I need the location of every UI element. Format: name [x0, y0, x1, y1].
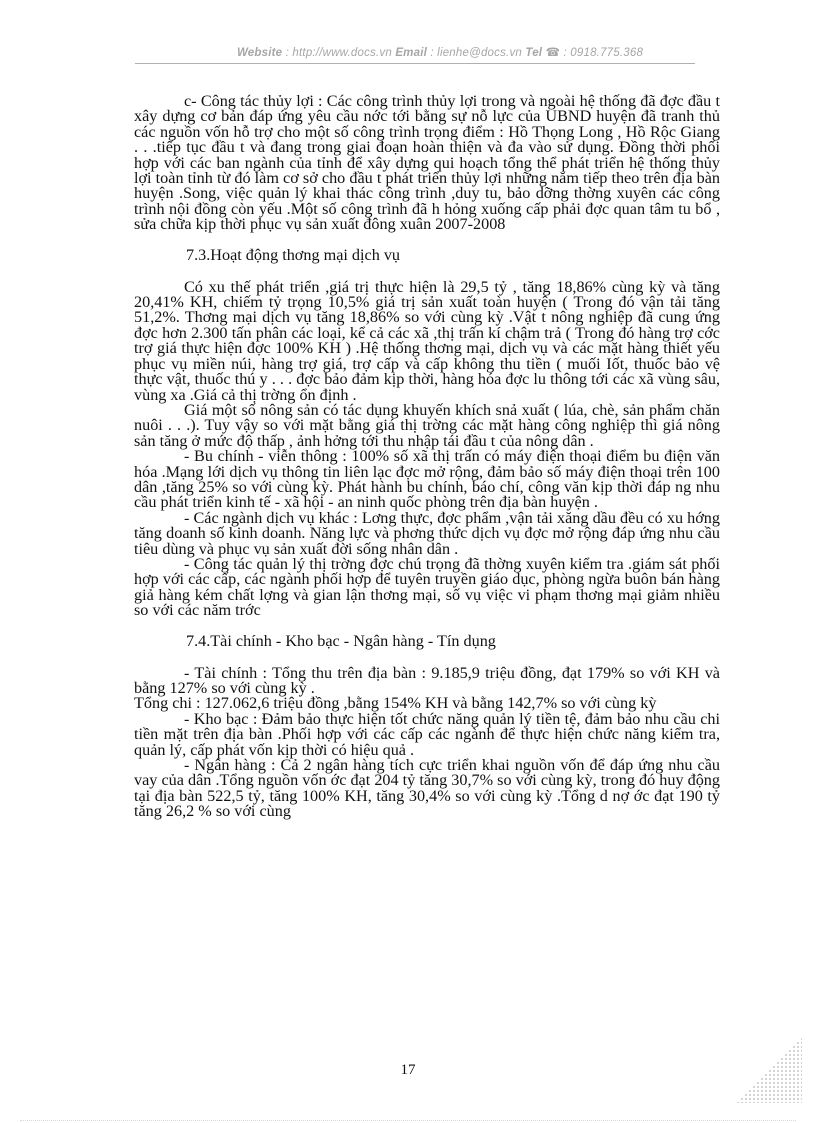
- paragraph-tong-chi: Tổng chi : 127.062,6 triệu đồng ,bằng 154% KH và bằng 142,7% so với cùng kỳ: [134, 694, 657, 713]
- paragraph-quan-ly-thi-truong: - Công tác quản lý thị trờng đợc chú trọng đã thờng xuyên kiểm tra .giám sát phối hợp với các cấp, các ngành phối hợp để tuyên truyền giáo dục, phòng ngừa buôn bán hàng giả hàng kém chất lợng và gian lận thơng mại, số vụ việc vi phạm thơng mại giảm nhiều so với các năm trớc: [134, 554, 720, 620]
- paragraph-buu-chinh: - Bu chính - viễn thông : 100% số xã thị trấn có máy điện thoại điểm bu điện văn hóa .Mạng lới dịch vụ thông tin liên lạc đợc mở rộng, đảm bảo số máy điện thoại trên 100 dân ,tăng 25% so với cùng kỳ. Phát hành bu chính, báo chí, công văn kịp thời đáp ng nhu cầu phát triển kinh tế - xã hội - an ninh quốc phòng trên địa bàn huyện .: [134, 447, 720, 512]
- paragraph-gia-nong-san: Giá một số nông sản có tác dụng khuyến khích snả xuất ( lúa, chè, sản phẩm chăn nuôi . . .). Tuy vậy so với mặt bằng giá thị trờng các mặt hàng công nghiệp thì giá nông sản tăng ở mức độ thấp , ảnh hởng tới thu nhập tái đầu t của nông dân .: [134, 400, 720, 450]
- tel-label: Tel: [525, 47, 543, 59]
- document-body: [134, 94, 720, 820]
- tel-value: ☎ : 0918.775.368: [542, 47, 644, 59]
- paragraph-kho-bac: - Kho bạc : Đảm bảo thực hiện tốt chức năng quản lý tiền tệ, đảm bảo nhu cầu chi tiền mặt trên địa bàn .Phối hợp với các cấp các ngành để thực hiện chức năng kiểm tra, quản lý, cấp phát vốn kịp thời có hiệu quả .: [134, 709, 720, 759]
- paragraph-dich-vu-khac: - Các ngành dịch vụ khác : Lơng thực, đợc phẩm ,vận tải xăng dầu đều có xu hớng tăng doanh số kinh doanh. Năng lực và phơng thức dịch vụ đợc mở rộng đáp ứng nhu cầu tiêu dùng và phục vụ sản xuất đời sống nhân dân .: [134, 508, 720, 558]
- paragraph-xu-the: Có xu thế phát triển ,giá trị thực hiện là 29,5 tỷ , tăng 18,86% cùng kỳ và tăng 20,41% KH, chiếm tỷ trọng 10,5% giá trị sản xuất toàn huyện ( Trong đó vận tải tăng 51,2%. Thơng mại dịch vụ tăng 18,86% so với cùng kỳ .Vật t nông nghiệp đã cung ứng đợc hơn 2.300 tấn phân các loại, kể cả các xã ,thị trấn kí chậm trả ( Trong đó hàng trợ cớc trợ giá thực hiện đợc 100% KH ) .Hệ thống thơng mại, dịch vụ và các mặt hàng thiết yếu phục vụ miền núi, hàng trợ giá, trợ cấp và cấp không thu tiền ( muối Iốt, thuốc bảo vệ thực vật, thuốc thú y . . . đợc bảo đảm kịp thời, hàng hóa đợc lu thông tới các xã vùng sâu, vùng xa .Giá cả thị trờng ổn định .: [134, 277, 720, 404]
- section-heading-7-4: 7.4.Tài chính - Kho bạc - Ngân hàng - Tín dụng: [186, 631, 496, 650]
- email-value: : lienhe@docs.vn: [427, 47, 526, 59]
- spacer: [134, 619, 720, 633]
- footer-divider: [20, 1120, 796, 1121]
- spacer: [134, 233, 720, 247]
- website-label: Website: [236, 47, 283, 59]
- paragraph-thuy-loi: c- Công tác thủy lợi : Các công trình thủy lợi trong và ngoài hệ thống đã đợc đầu t xây dựng cơ bản đáp ứng yêu cầu nớc tới bằng sự nỗ lực của UBND huyện đã tranh thủ các nguồn vốn hỗ trợ cho một số công trình trọng điểm : Hồ Thọng Long , Hồ Rộc Giang . . .tiếp tục đầu t và đang trong giai đoạn hoàn thiện và đa vào sử dụng. Đồng thời phối hợp với các ban ngành của tỉnh để xây dựng qui hoạch tổng thể phát triển hệ thống thủy lợi toàn tỉnh từ đó làm cơ sở cho đầu t phát triển thủy lợi những năm tiếp theo trên địa bàn huyện .Song, việc quản lý khai thác công trình ,duy tu, bảo dỡng thờng xuyên các công trình nội đồng còn yếu .Một số công trình đã h hỏng xuống cấp phải đợc quan tâm tu bổ , sửa chữa kịp thời phục vụ sản xuất đông xuân 2007-2008: [134, 92, 720, 234]
- section-heading-7-3: 7.3.Hoạt động thơng mại dịch vụ: [186, 245, 401, 264]
- page-header: [190, 45, 690, 59]
- header-divider: [135, 63, 695, 64]
- paragraph-ngan-hang: - Ngân hàng : Cả 2 ngân hàng tích cực triển khai nguồn vốn để đáp ứng nhu cầu vay của dân .Tổng nguồn vốn ớc đạt 204 tỷ tăng 30,7% so với cùng kỳ, trong đó huy động tại địa bàn 522,5 tỷ, tăng 100% KH, tăng 30,4% so với cùng kỳ .Tổng d nợ ớc đạt 190 tỷ tăng 26,2 % so với cùng: [134, 756, 720, 821]
- website-value: : http://www.docs.vn: [282, 47, 396, 59]
- email-label: Email: [395, 47, 427, 59]
- paragraph-tai-chinh: - Tài chính : Tổng thu trên địa bàn : 9.185,9 triệu đồng, đạt 179% so với KH và bằng 127% so với cùng kỳ .: [134, 663, 720, 697]
- page-number: 17: [400, 1062, 416, 1078]
